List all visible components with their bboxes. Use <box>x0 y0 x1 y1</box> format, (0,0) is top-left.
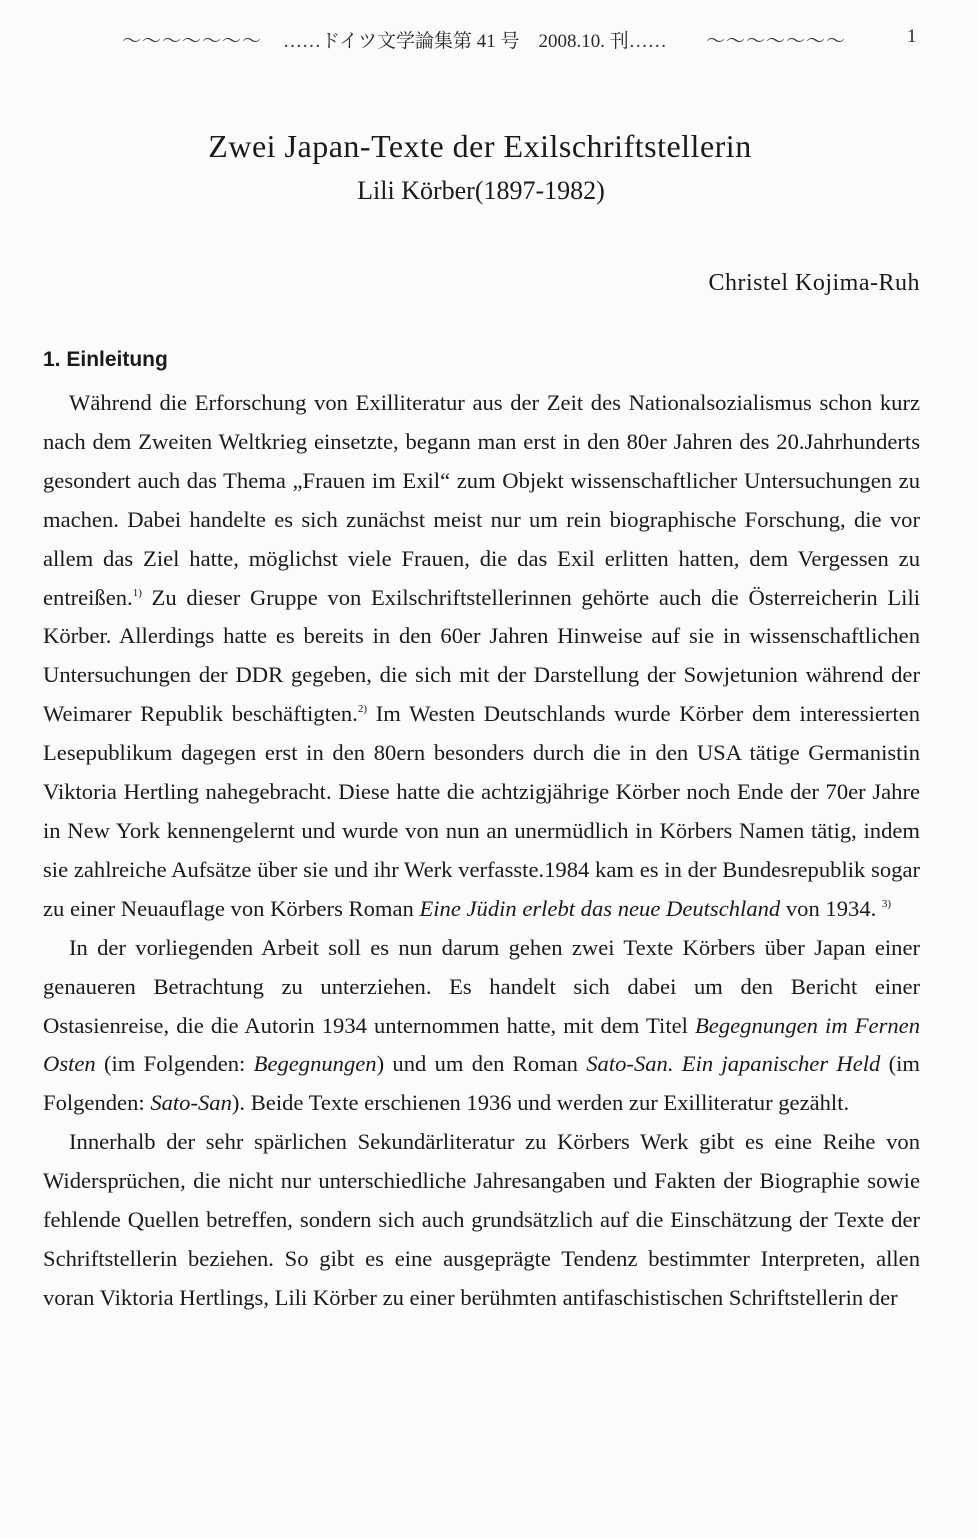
header-ornament-right: ～～～～～～～ <box>706 30 847 52</box>
italic-short-sato-san: Sato-San <box>150 1090 232 1116</box>
paragraph-1: Während die Erforschung von Exilliteratur aus der Zeit des Nationalsozialismus schon kurz nach dem Zweiten Weltkrieg einsetzte, begann man erst in den 80er Jahren des 20.Jahrhunderts gesondert auch das Thema „Frauen im Exil“ zum Objekt wissenschaftlicher Untersuchungen zu machen. Dabei handelte es sich zunächst meist nur um rein biographische Forschung, die vor allem das Ziel hatte, möglichst viele Frauen, die das Exil erlitten hatten, dem Vergessen zu entreißen.$^{1)}$ Zu dieser Gruppe von Exilschriftstellerinnen gehörte auch die Österreicherin Lili Körber. Allerdings hatte es bereits in den 60er Jahren Hinweise auf sie in wissenschaftlichen Untersuchungen der DDR gegeben, die sich mit der Darstellung der Sowjetunion während der Weimarer Republik beschäftigten.$^{2)}$ Im Westen Deutschlands wurde Körber dem interessierten Lesepublikum dagegen erst in den 80ern besonders durch die in den USA tätige Germanistin Viktoria Hertling nahegebracht. Diese hatte die achtzigjährige Körber noch Ende der 70er Jahre in New York kennengelernt und wurde von nun an unermüdlich in Körbers Namen tätig, indem sie zahlreiche Aufsätze über sie und ihr Werk verfasste.1984 kam es in der Bundesrepublik sogar zu einer Neuauflage von Körbers Roman Eine Jüdin erlebt das neue Deutschland von 1934. $^{3)}$ <box>43 390 920 921</box>
body-text <box>43 384 920 1318</box>
paragraph-3: Innerhalb der sehr spärlichen Sekundärliteratur zu Körbers Werk gibt es eine Reihe von Widersprüchen, die nicht nur unterschiedliche Jahresangaben und Fakten der Biographie sowie fehlende Quellen betreffen, sondern sich auch grundsätzlich auf die Einschätzung der Texte der Schriftstellerin beziehen. So gibt es eine ausgeprägte Tendenz bestimmter Interpreten, allen voran Viktoria Hertlings, Lili Körber zu einer berühmten antifaschistischen Schriftstellerin der <box>43 1129 920 1310</box>
author-name: Christel Kojima-Ruh <box>708 270 920 296</box>
footnote-ref-1: 1) <box>132 586 142 599</box>
header-ornament-left: ～～～～～～～ <box>122 30 263 52</box>
italic-title-begegnungen: Begegnungen im Fernen Osten <box>43 1012 920 1077</box>
footnote-ref-3: 3) <box>881 897 892 910</box>
footnote-ref-2: 2) <box>357 703 367 716</box>
journal-info: ……ドイツ文学論集第 41 号 2008.10. 刊…… <box>283 31 667 52</box>
italic-short-begegnungen: Begegnungen <box>253 1051 377 1077</box>
paper-subtitle: Lili Körber(1897-1982) <box>357 176 605 205</box>
page-number: 1 <box>907 26 917 47</box>
italic-book-title: Eine Jüdin erlebt das neue Deutschland <box>419 895 781 921</box>
italic-title-sato-san: Sato-San. Ein japanischer Held <box>586 1051 881 1077</box>
paragraph-2: In der vorliegenden Arbeit soll es nun darum gehen zwei Texte Körbers über Japan einer genaueren Betrachtung zu unterziehen. Es handelt sich dabei um den Bericht einer Ostasienreise, die die Autorin 1934 unternommen hatte, mit dem Titel Begegnungen im Fernen Osten (im Folgenden: Begegnungen) und um den Roman Sato-San. Ein japanischer Held (im Folgenden: Sato-San). Beide Texte erschienen 1936 und werden zur Exilliteratur gezählt. <box>43 934 921 1116</box>
paper-title: Zwei Japan-Texte der Exilschriftstellerin <box>208 128 752 164</box>
running-header <box>0 26 978 56</box>
section-heading: 1. Einleitung <box>43 348 168 371</box>
